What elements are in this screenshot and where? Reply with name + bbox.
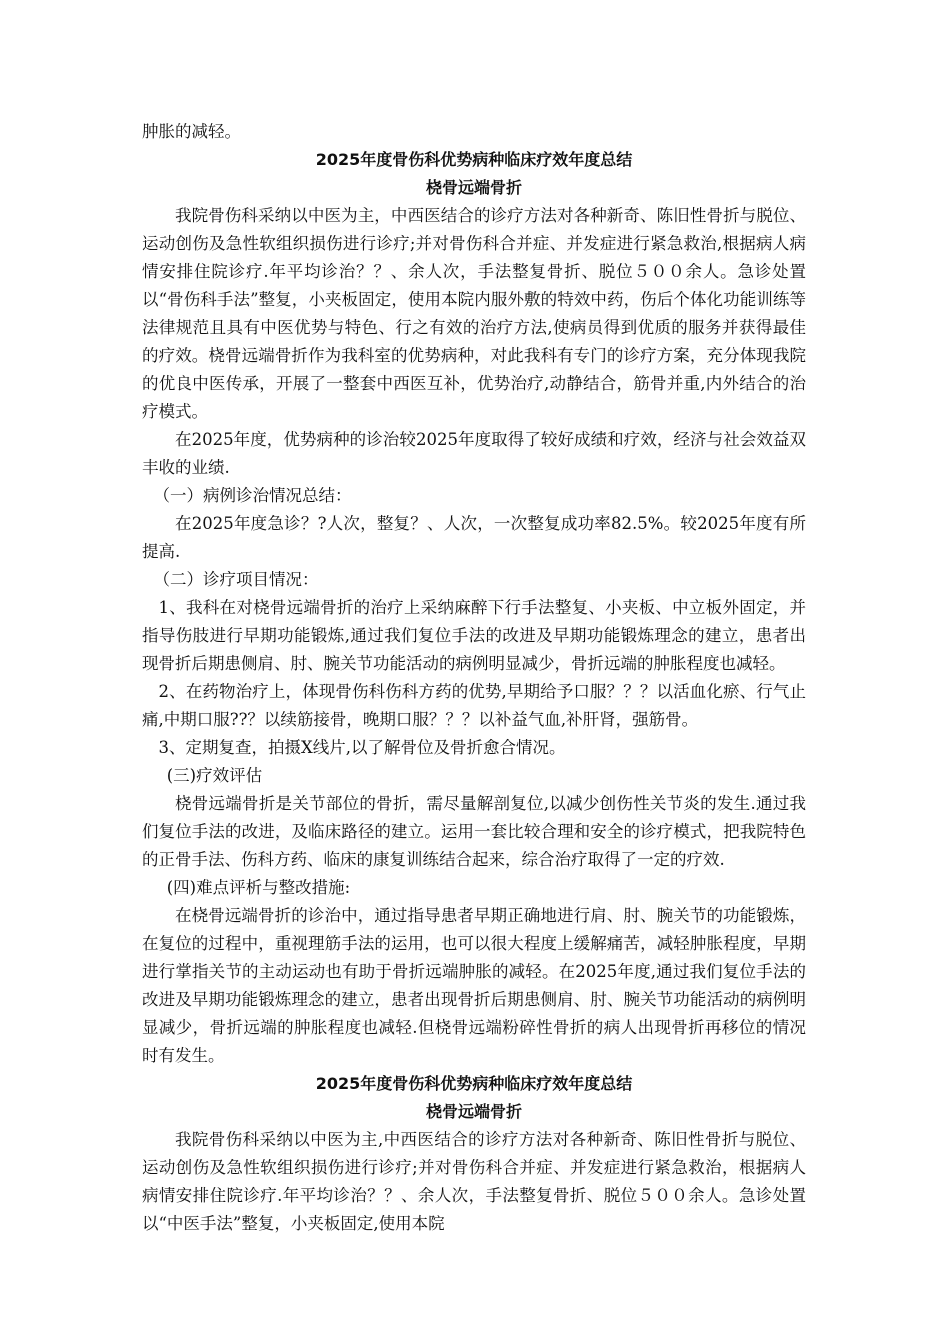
lead-text: 肿胀的减轻。 bbox=[142, 122, 241, 141]
heading-case-summary: （一）病例诊治情况总结： bbox=[153, 486, 352, 505]
heading-efficacy: (三)疗效评估 bbox=[166, 766, 263, 785]
section2-subtitle: 桡骨远端骨折 bbox=[425, 1102, 522, 1121]
section1-summary: 在2025年度，优势病种的诊治较2025年度取得了较好成绩和疗效，经济与社会效益双丰收的业绩. bbox=[142, 430, 806, 477]
treatment-item-3: 3、定期复查，拍摄X线片,以了解骨位及骨折愈合情况。 bbox=[158, 738, 566, 757]
section2-title: 2025年度骨伤科优势病种临床疗效年度总结 bbox=[315, 1074, 633, 1093]
document-page bbox=[142, 118, 806, 1238]
section2-intro: 我院骨伤科采纳以中医为主,中西医结合的诊疗方法对各种新奇、陈旧性骨折与脱位、运动创伤及急性软组织损伤进行诊疗;并对骨伤科合并症、并发症进行紧急救治，根据病人病情安排住院诊疗.年平均诊治？？、余人次，手法整复骨折、脱位５００余人。急诊处置以“中医手法”整复，小夹板固定,使用本院 bbox=[142, 1130, 806, 1233]
heading-difficulties: (四)难点评析与整改措施: bbox=[166, 878, 351, 897]
treatment-item-1: 1、我科在对桡骨远端骨折的治疗上采纳麻醉下行手法整复、小夹板、中立板外固定，并指导伤肢进行早期功能锻炼,通过我们复位手法的改进及早期功能锻炼理念的建立，患者出现骨折后期患侧肩、肘、腕关节功能活动的病例明显减少，骨折远端的肿胀程度也减轻。 bbox=[142, 598, 806, 673]
section1-subtitle: 桡骨远端骨折 bbox=[425, 178, 522, 197]
treatment-item-2: 2、在药物治疗上，体现骨伤科伤科方药的优势,早期给予口服？？？以活血化瘀、行气止痛,中期口服??？以续筋接骨，晚期口服？？？以补益气血,补肝肾，强筋骨。 bbox=[142, 682, 806, 729]
section1-title: 2025年度骨伤科优势病种临床疗效年度总结 bbox=[315, 150, 633, 169]
section1-intro: 我院骨伤科采纳以中医为主，中西医结合的诊疗方法对各种新奇、陈旧性骨折与脱位、运动创伤及急性软组织损伤进行诊疗;并对骨伤科合并症、并发症进行紧急救治,根据病人病情安排住院诊疗.年平均诊治？？、余人次，手法整复骨折、脱位５００余人。急诊处置以“骨伤科手法”整复，小夹板固定，使用本院内服外敷的特效中药，伤后个体化功能训练等法律规范且具有中医优势与特色、行之有效的治疗方法,使病员得到优质的服务并获得最佳的疗效。桡骨远端骨折作为我科室的优势病种，对此我科有专门的诊疗方案，充分体现我院的优良中医传承，开展了一整套中西医互补，优势治疗,动静结合，筋骨并重,内外结合的治疗模式。 bbox=[142, 206, 806, 421]
efficacy-text: 桡骨远端骨折是关节部位的骨折，需尽量解剖复位,以减少创伤性关节炎的发生.通过我们复位手法的改进，及临床路径的建立。运用一套比较合理和安全的诊疗模式，把我院特色的正骨手法、伤科方药、临床的康复训练结合起来，综合治疗取得了一定的疗效. bbox=[142, 794, 806, 869]
difficulties-text: 在桡骨远端骨折的诊治中，通过指导患者早期正确地进行肩、肘、腕关节的功能锻炼，在复位的过程中，重视理筋手法的运用，也可以很大程度上缓解痛苦，减轻肿胀程度，早期进行掌指关节的主动运动也有助于骨折远端肿胀的减轻。在2025年度,通过我们复位手法的改进及早期功能锻炼理念的建立，患者出现骨折后期患侧肩、肘、腕关节功能活动的病例明显减少，骨折远端的肿胀程度也减轻.但桡骨远端粉碎性骨折的病人出现骨折再移位的情况时有发生。 bbox=[142, 906, 806, 1065]
case-summary-text: 在2025年度急诊？?人次，整复？、人次，一次整复成功率82.5%。较2025年度有所提高. bbox=[142, 514, 806, 561]
heading-treatment-items: （二）诊疗项目情况： bbox=[153, 570, 319, 589]
